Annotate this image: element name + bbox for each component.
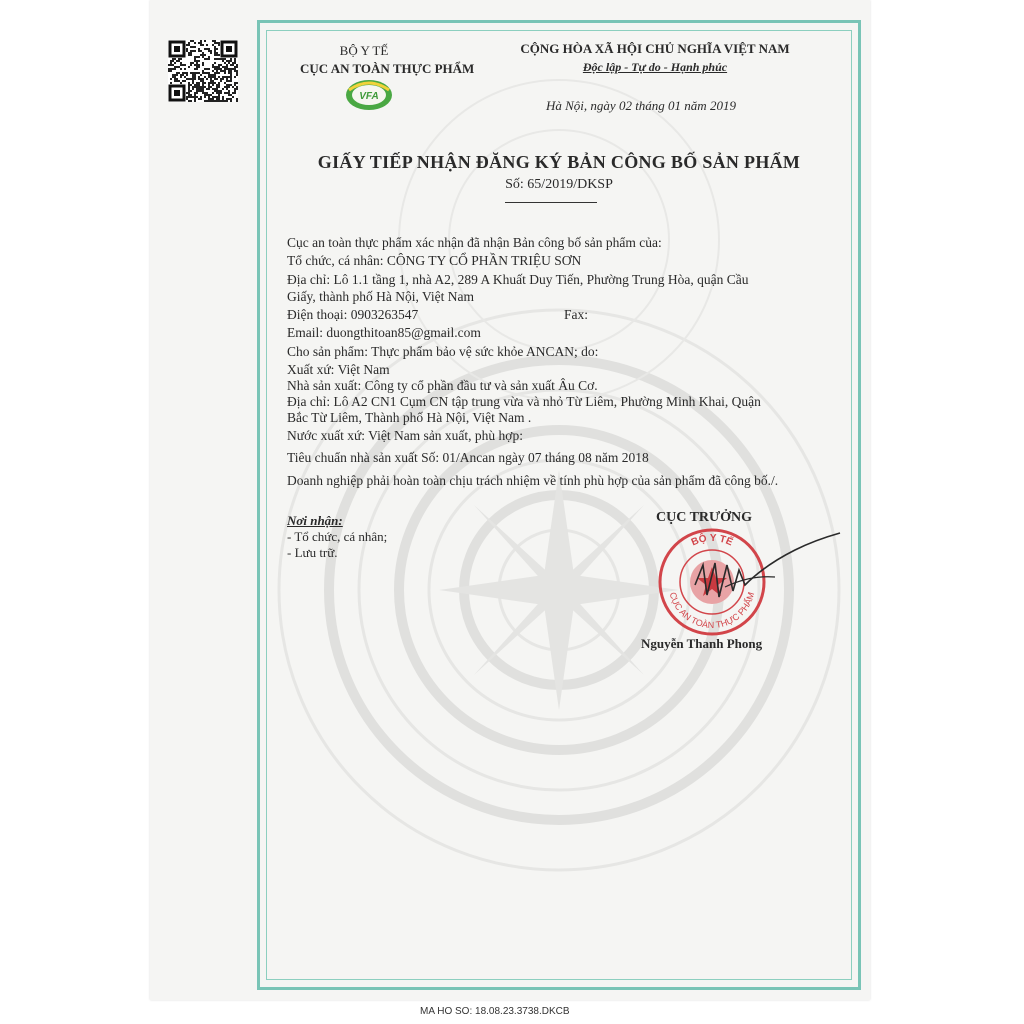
country-name: CỘNG HÒA XÃ HỘI CHỦ NGHĨA VIỆT NAM (520, 41, 790, 56)
intro-line: Cục an toàn thực phẩm xác nhận đã nhận Bản công bố sản phẩm của: (287, 235, 662, 250)
recipient-item: - Lưu trữ. (287, 545, 338, 560)
export-country-line: Nước xuất xứ: Việt Nam sản xuất, phù hợp: (287, 428, 523, 443)
manufacturer-address-line-1: Địa chỉ: Lô A2 CN1 Cụm CN tập trung vừa và nhỏ Từ Liêm, Phường Minh Khai, Quận (287, 394, 761, 409)
ministry-name: BỘ Y TẾ (339, 43, 389, 58)
national-header (490, 40, 820, 76)
stamp-top-text: BỘ Y TẾ (689, 532, 735, 549)
organization-line: Tổ chức, cá nhân: CÔNG TY CỔ PHẦN TRIỆU SƠN (287, 253, 582, 268)
document-number: Số: 65/2019/DKSP (505, 177, 613, 192)
title-underline (505, 202, 597, 203)
document-title: GIẤY TIẾP NHẬN ĐĂNG KÝ BẢN CÔNG BỐ SẢN PHẨM (317, 152, 801, 172)
fax-line: Fax: (564, 307, 589, 322)
origin-line: Xuất xứ: Việt Nam (287, 362, 390, 377)
issuer-header (300, 42, 475, 78)
phone-line: Điện thoại: 0903263547 (287, 307, 419, 322)
signer-name: Nguyễn Thanh Phong (641, 636, 763, 651)
product-line: Cho sản phẩm: Thực phẩm bảo vệ sức khỏe ANCAN; do: (287, 344, 599, 359)
official-stamp (655, 525, 845, 640)
recipients-block (287, 513, 387, 561)
responsibility-line: Doanh nghiệp phải hoàn toàn chịu trách nhiệm về tính phù hợp của sản phẩm đã công bố./. (287, 473, 779, 488)
issue-date: Hà Nội, ngày 02 tháng 01 năm 2019 (546, 98, 736, 113)
national-motto: Độc lập - Tự do - Hạnh phúc (582, 60, 728, 74)
vfa-logo (343, 78, 395, 112)
email-line: Email: duongthitoan85@gmail.com (287, 325, 481, 340)
recipient-item: - Tổ chức, cá nhân; (287, 529, 388, 544)
file-code: MA HO SO: 18.08.23.3738.DKCB (420, 1006, 570, 1017)
logo-text: VFA (359, 91, 379, 102)
manufacturer-address-line-2: Bắc Từ Liêm, Thành phố Hà Nội, Việt Nam . (287, 410, 532, 425)
address-line-2: Giấy, thành phố Hà Nội, Việt Nam (287, 289, 475, 304)
address-line-1: Địa chỉ: Lô 1.1 tầng 1, nhà A2, 289 A Khuất Duy Tiến, Phường Trung Hòa, quận Cầu (287, 272, 749, 287)
agency-name: CỤC AN TOÀN THỰC PHẨM (300, 61, 475, 76)
stamp-ring-text: CỤC AN TOÀN THỰC PHẨM (667, 591, 757, 631)
signer-position: CỤC TRƯỞNG (656, 510, 753, 525)
qr-code (168, 40, 238, 102)
manufacturer-line: Nhà sản xuất: Công ty cổ phần đầu tư và sản xuất Âu Cơ. (287, 378, 598, 393)
recipients-heading: Nơi nhận: (287, 513, 343, 528)
standard-line: Tiêu chuẩn nhà sản xuất Số: 01/Ancan ngày 07 tháng 08 năm 2018 (287, 450, 649, 465)
